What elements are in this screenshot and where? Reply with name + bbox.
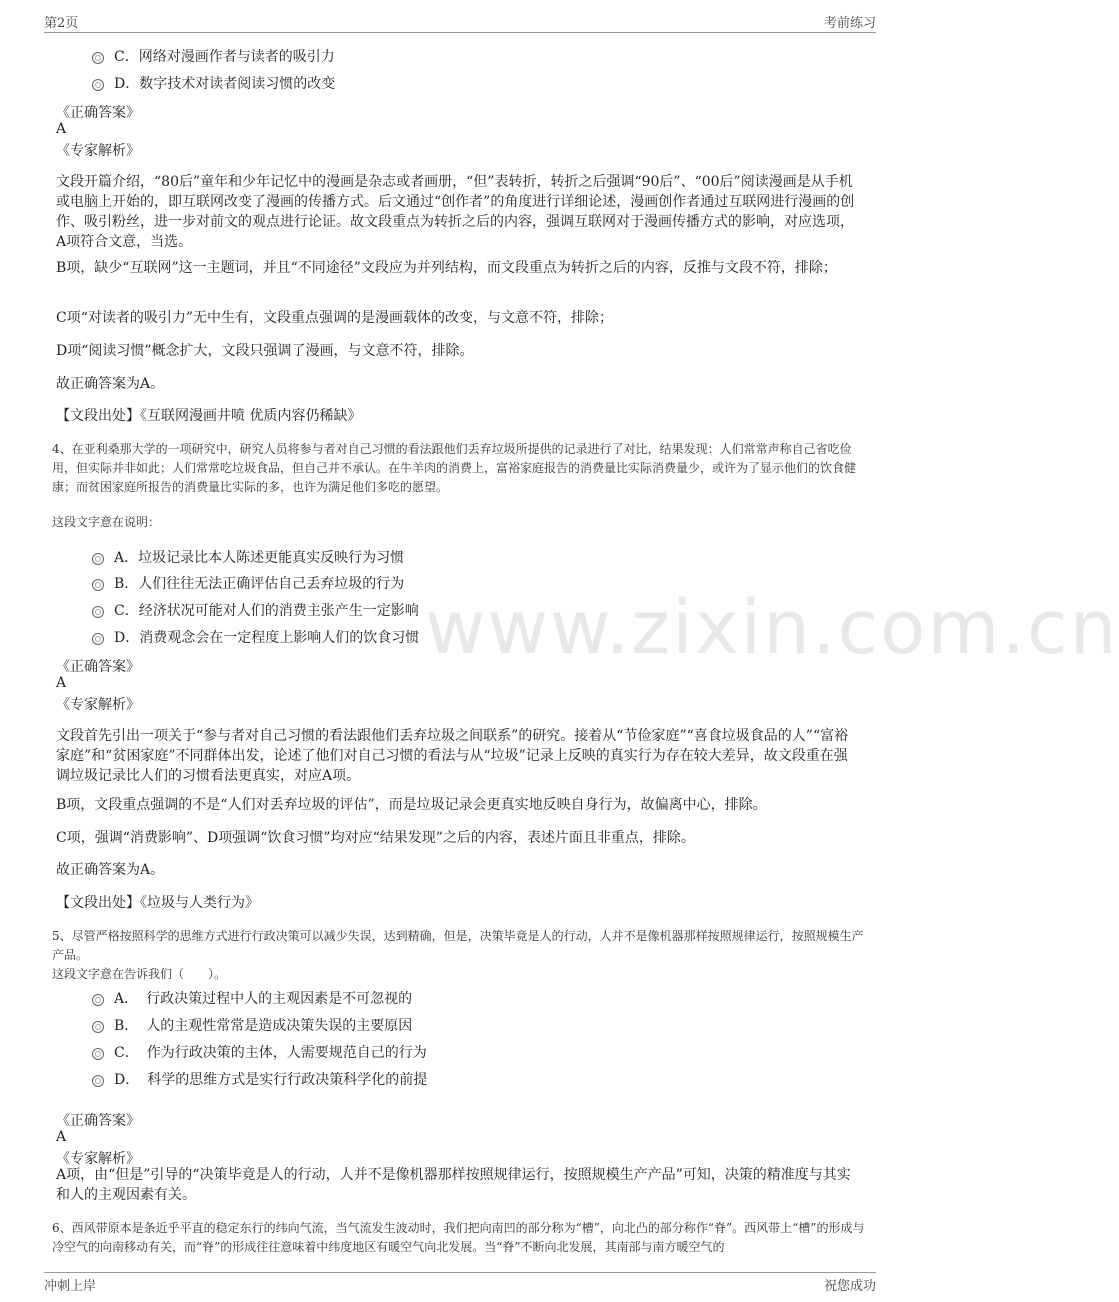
option-text: 网络对漫画作者与读者的吸引力 — [138, 49, 335, 65]
q6-stem: 6、西风带原本是条近乎平直的稳定东行的纬向气流，当气流发生波动时，我们把向南凹的部分称为“槽”，向北凸的部分称作“脊”。西风带上“槽”的形成与冷空气的向南移动有关，而“脊”的形成往往意味着中纬度地区有暖空气向北发展。当“脊”不断向北发展，其南部与南方暖空气的 — [52, 1221, 865, 1254]
option-letter: D． — [114, 76, 140, 92]
q4-analysis-para-1: 文段首先引出一项关于“参与者对自己习惯的看法跟他们丢弃垃圾之间联系”的研究。接着从“节俭家庭”“喜食垃圾食品的人”“富裕家庭”和“贫困家庭”不同群体出发，论述了他们对自己习惯的看法与从“垃圾”记录上反映的真实行为存在较大差异，故文段重在强调垃圾记录比人们的习惯看法更真实，对应A项。 — [56, 728, 849, 784]
radio-icon[interactable] — [92, 1021, 104, 1033]
q3-answer: A — [56, 121, 67, 137]
q4-answer-label: 《正确答案》 — [56, 659, 140, 675]
q4-analysis-para-4: 故正确答案为A。 — [56, 862, 165, 878]
watermark: www.zixin.com.cn — [425, 585, 1119, 671]
q5-option-c[interactable] — [92, 1042, 427, 1062]
option-text: 经济状况可能对人们的消费主张产生一定影响 — [138, 603, 419, 619]
radio-icon[interactable] — [92, 52, 104, 64]
option-text: 人的主观性常常是造成决策失误的主要原因 — [146, 1018, 413, 1034]
q4-option-b[interactable] — [92, 573, 404, 593]
q5-answer: A — [56, 1129, 67, 1145]
q4-analysis-para-2: B项，文段重点强调的不是“人们对丢弃垃圾的评估”，而是垃圾记录会更真实地反映自身行为，故偏离中心，排除。 — [56, 797, 767, 813]
q4-option-d[interactable] — [92, 627, 419, 647]
q5-stem: 5、尽管严格按照科学的思维方式进行行政决策可以减少失误，达到精确，但是，决策毕竟是人的行动，人并不是像机器那样按照规律运行，按照规模生产产品。 — [52, 929, 864, 962]
q4-option-c[interactable] — [92, 600, 419, 620]
q3-option-c[interactable] — [92, 46, 335, 66]
q3-source: 【文段出处】《互联网漫画井喷 优质内容仍稀缺》 — [56, 408, 362, 424]
option-text: 科学的思维方式是实行行政决策科学化的前提 — [147, 1072, 428, 1088]
q3-analysis-para-3: C项“对读者的吸引力”无中生有，文段重点强调的是漫画载体的改变，与文意不符，排除； — [56, 310, 614, 326]
option-letter: C． — [114, 603, 139, 619]
option-letter: C． — [114, 49, 139, 65]
q5-option-d[interactable] — [92, 1069, 427, 1089]
page-footer — [44, 1272, 876, 1295]
radio-icon[interactable] — [92, 633, 104, 645]
q5-option-b[interactable] — [92, 1015, 412, 1035]
option-letter: D． — [114, 1072, 140, 1088]
q3-analysis-para-2: B项，缺少“互联网”这一主题词，并且“不同途径”文段应为并列结构，而文段重点为转折之后的内容，反推与文段不符，排除； — [56, 260, 837, 276]
radio-icon[interactable] — [92, 994, 104, 1006]
option-letter: A． — [114, 550, 139, 566]
footer-left: 冲刺上岸 — [44, 1279, 97, 1294]
q5-analysis-label: 《专家解析》 — [56, 1151, 140, 1167]
q3-analysis-label: 《专家解析》 — [56, 143, 140, 159]
page-number: 第2页 — [44, 16, 79, 31]
q5-prompt: 这段文字意在告诉我们（ ）。 — [52, 967, 227, 981]
q3-option-d[interactable] — [92, 73, 335, 93]
radio-icon[interactable] — [92, 1048, 104, 1060]
q4-answer: A — [56, 675, 67, 691]
option-letter: D． — [114, 630, 140, 646]
q4-option-a[interactable] — [92, 547, 404, 567]
option-text: 消费观念会在一定程度上影响人们的饮食习惯 — [139, 630, 420, 646]
option-text: 数字技术对读者阅读习惯的改变 — [139, 76, 336, 92]
q4-analysis-para-3: C项，强调“消费影响”、D项强调“饮食习惯”均对应“结果发现”之后的内容，表述片面且非重点，排除。 — [56, 830, 695, 846]
option-letter: B． — [114, 576, 139, 592]
option-text: 作为行政决策的主体，人需要规范自己的行为 — [146, 1045, 427, 1061]
option-text: 人们往往无法正确评估自己丢弃垃圾的行为 — [138, 576, 405, 592]
q5-analysis: A项，由“但是”引导的“决策毕竟是人的行动，人并不是像机器那样按照规律运行，按照规模生产产品”可知，决策的精准度与其实和人的主观因素有关。 — [56, 1167, 851, 1203]
option-letter: C． — [114, 1045, 139, 1061]
option-text: 垃圾记录比本人陈述更能真实反映行为习惯 — [138, 550, 405, 566]
q4-prompt: 这段文字意在说明： — [52, 515, 161, 529]
q4-source: 【文段出处】《垃圾与人类行为》 — [56, 895, 259, 911]
q5-option-a[interactable] — [92, 988, 412, 1008]
q3-answer-label: 《正确答案》 — [56, 105, 140, 121]
radio-icon[interactable] — [92, 606, 104, 618]
page-header — [44, 12, 876, 33]
header-title: 考前练习 — [823, 16, 876, 31]
q3-analysis-para-1: 文段开篇介绍，“80后”童年和少年记忆中的漫画是杂志或者画册，“但”表转折，转折之后强调“90后”、“00后”阅读漫画是从手机或电脑上开始的，即互联网改变了漫画的传播方式。后文通过“创作者”的角度进行详细论述，漫画创作者通过互联网进行漫画的创作、吸引粉丝，进一步对前文的观点进行论证。故文段重点为转折之后的内容，强调互联网对于漫画传播方式的影响，对应选项，A项符合文意，当选。 — [56, 174, 855, 250]
radio-icon[interactable] — [92, 553, 104, 565]
radio-icon[interactable] — [92, 579, 104, 591]
option-letter: B． — [114, 1018, 139, 1034]
q5-answer-label: 《正确答案》 — [56, 1113, 140, 1129]
option-letter: A． — [114, 991, 139, 1007]
footer-right: 祝您成功 — [823, 1279, 876, 1294]
radio-icon[interactable] — [92, 1075, 104, 1087]
option-text: 行政决策过程中人的主观因素是不可忽视的 — [146, 991, 413, 1007]
radio-icon[interactable] — [92, 79, 104, 91]
q3-analysis-para-4: D项“阅读习惯”概念扩大，文段只强调了漫画，与文意不符，排除。 — [56, 343, 474, 359]
q4-stem: 4、在亚利桑那大学的一项研究中，研究人员将参与者对自己习惯的看法跟他们丢弃垃圾所提供的记录进行了对比，结果发现：人们常常声称自己省吃俭用，但实际并非如此；人们常常吃垃圾食品，但自己并不承认。在牛羊肉的消费上，富裕家庭报告的消费量比实际消费量少，或许为了显示他们的饮食健康；而贫困家庭所报告的消费量比实际的多，也许为满足他们多吃的愿望。 — [52, 442, 857, 494]
q3-analysis-para-5: 故正确答案为A。 — [56, 376, 165, 392]
q4-analysis-label: 《专家解析》 — [56, 697, 140, 713]
